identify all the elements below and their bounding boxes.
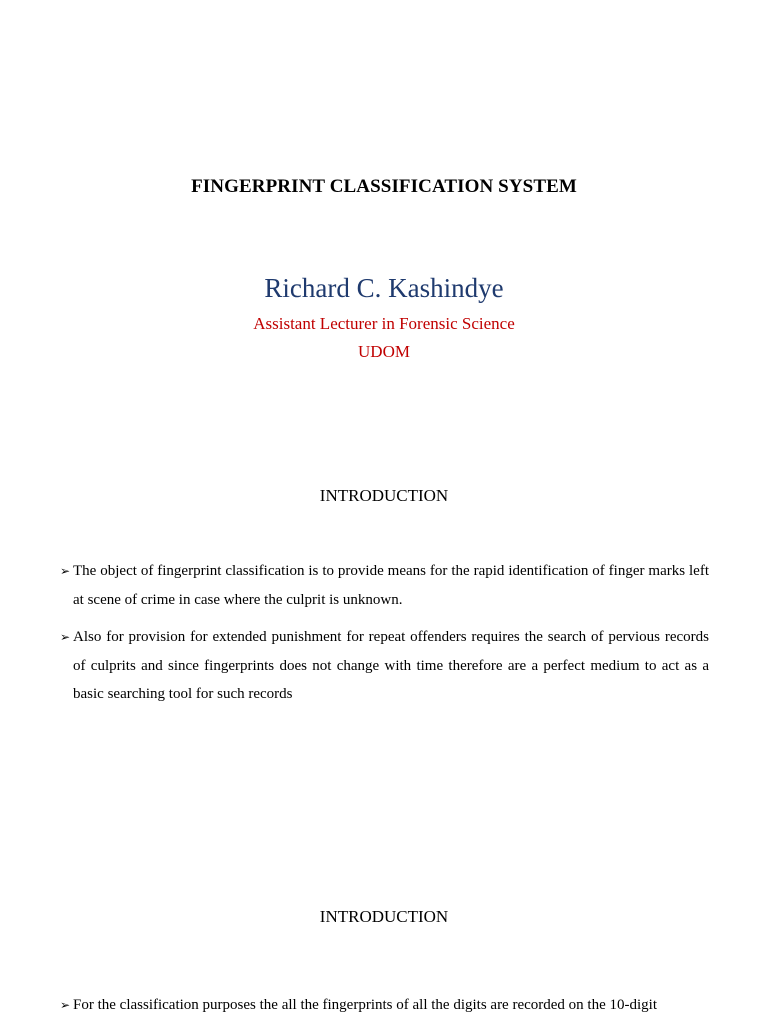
author-name: Richard C. Kashindye [264,273,504,303]
author-organization: UDOM [358,342,410,361]
arrow-bullet-icon: ➢ [60,630,71,644]
bullet-item [60,623,709,709]
bullet-item [60,991,700,1020]
section-heading: INTRODUCTION [319,486,449,505]
bullet-text: The object of fingerprint classification is to provide means for the rapid identification of finger marks left at scene of crime in case where the culprit is unknown. [73,563,709,608]
bullet-text: Also for provision for extended punishment for repeat offenders requires the search of pervious records of culprits and since fingerprints does not change with time therefore are a perfect medium to act as a basic searching tool for such records [73,629,709,702]
arrow-bullet-icon: ➢ [60,998,71,1012]
bullet-item [60,557,709,614]
document-title: FINGERPRINT CLASSIFICATION SYSTEM [191,176,577,197]
bullet-text: For the classification purposes the all the fingerprints of all the digits are recorded on the 10-digit [73,997,658,1013]
section-heading: INTRODUCTION [319,907,449,926]
author-role: Assistant Lecturer in Forensic Science [253,314,515,333]
arrow-bullet-icon: ➢ [60,564,71,578]
